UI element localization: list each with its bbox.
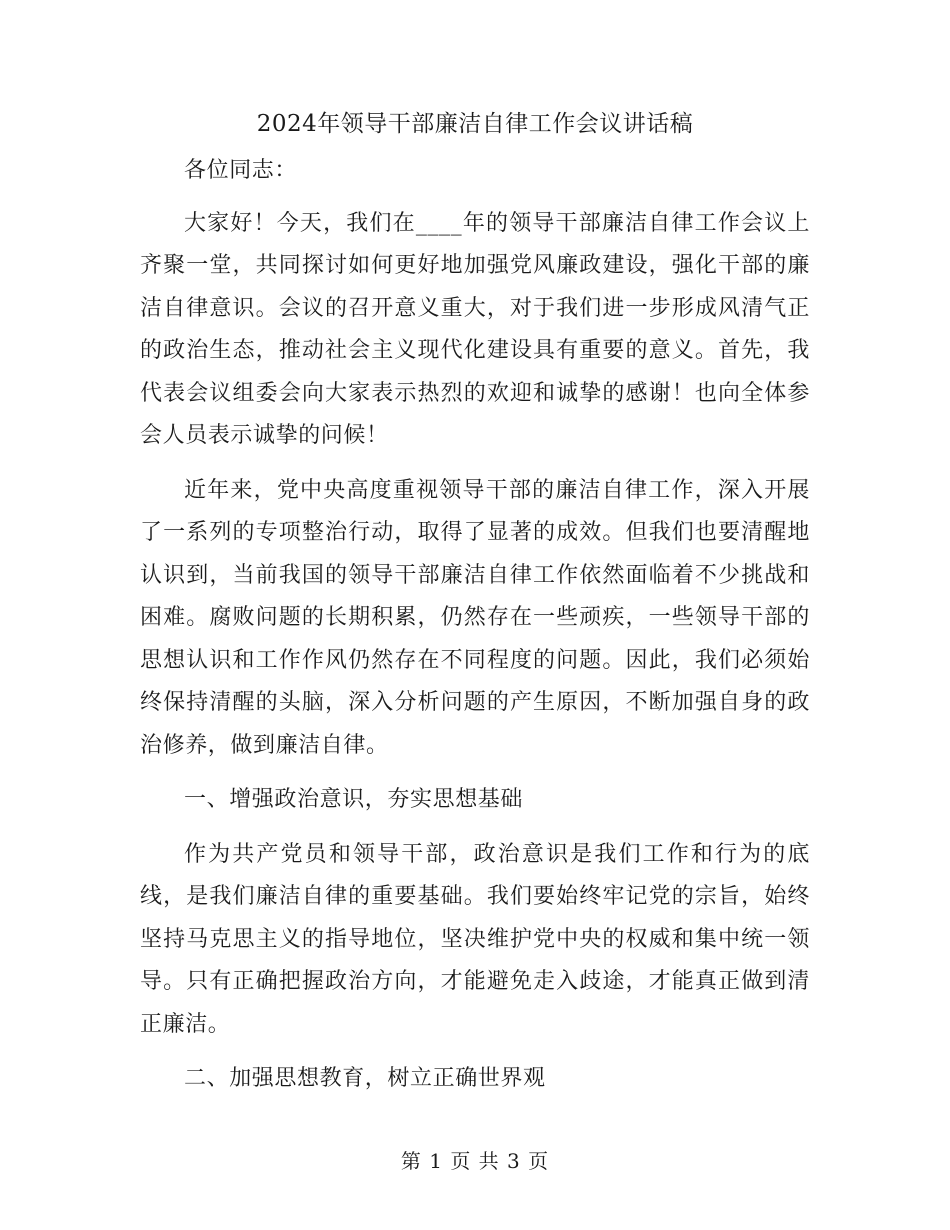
section-heading-2: 二、加强思想教育，树立正确世界观	[184, 1066, 546, 1091]
paragraph-background: 近年来，党中央高度重视领导干部的廉洁自律工作，深入开展了一系列的专项整治行动，取得了显著的成效。但我们也要清醒地认识到，当前我国的领导干部廉洁自律工作依然面临着不少挑战和困难。腐败问题的长期积累，仍然存在一些顽疾，一些领导干部的思想认识和工作作风仍然存在不同程度的问题。因此，我们必须始终保持清醒的头脑，深入分析问题的产生原因，不断加强自身的政治修养，做到廉洁自律。	[140, 477, 810, 758]
section-paragraph-1: 作为共产党员和领导干部，政治意识是我们工作和行为的底线，是我们廉洁自律的重要基础。我们要始终牢记党的宗旨，始终坚持马克思主义的指导地位，坚决维护党中央的权威和集中统一领导。只有正确把握政治方向，才能避免走入歧途，才能真正做到清正廉洁。	[140, 841, 810, 1037]
page-footer	[0, 1147, 950, 1175]
section-heading-1: 一、增强政治意识，夯实思想基础	[184, 787, 524, 812]
document-title: 2024年领导干部廉洁自律工作会议讲话稿	[256, 111, 694, 137]
page-number-label: 第 1 页 共 3 页	[400, 1149, 550, 1173]
document-body	[140, 150, 810, 1113]
paragraph-opening: 大家好！今天，我们在____年的领导干部廉洁自律工作会议上齐聚一堂，共同探讨如何更好地加强党风廉政建设，强化干部的廉洁自律意识。会议的召开意义重大，对于我们进一步形成风清气正的政治生态，推动社会主义现代化建设具有重要的意义。首先，我代表会议组委会向大家表示热烈的欢迎和诚挚的感谢！也向全体参会人员表示诚挚的问候！	[140, 210, 810, 448]
salutation: 各位同志：	[184, 158, 298, 183]
